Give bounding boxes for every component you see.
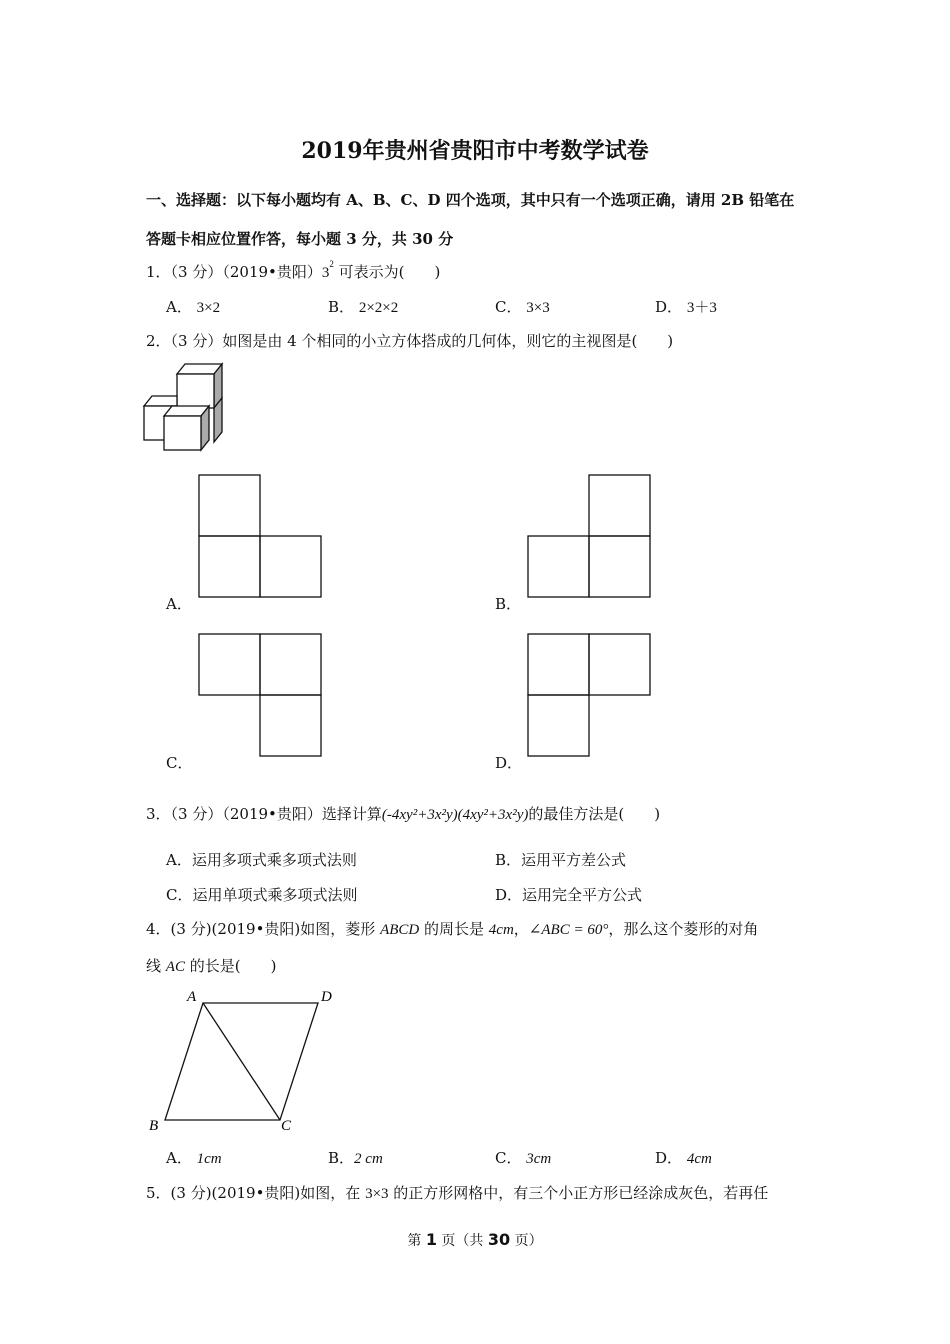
q1-option-d: D． 3＋3 xyxy=(655,298,717,316)
page-footer: 第 1 页（共 30 页） xyxy=(407,1230,543,1249)
q4-option-a: A． 1cm xyxy=(166,1149,222,1167)
q3-option-d: D．运用完全平方公式 xyxy=(495,886,643,904)
q4-option-b: B．2 cm xyxy=(328,1149,383,1167)
page-number: 1 xyxy=(425,1230,437,1249)
q3-option-c: C．运用单项式乘多项式法则 xyxy=(166,886,358,904)
question-1 xyxy=(146,261,440,282)
section-heading-line2: 答题卡相应位置作答，每小题 3 分，共 30 分 xyxy=(146,230,454,248)
q2-option-a-figure xyxy=(196,472,326,600)
cube-stack-figure xyxy=(140,360,230,456)
question-4-line2: 线 AC 的长是( ) xyxy=(146,957,277,975)
q4-option-c: C． 3cm xyxy=(495,1149,552,1167)
q2-option-c: C． xyxy=(166,754,193,772)
q2-option-d-figure xyxy=(525,631,655,759)
q1-option-a: A． 3×2 xyxy=(166,298,221,316)
q2-option-d: D． xyxy=(495,754,523,772)
question-1-prefix: 1．（3 分）（2019•贵阳） xyxy=(146,263,322,281)
page-total: 30 xyxy=(487,1230,511,1249)
question-3: 3．（3 分）（2019•贵阳）选择计算(-4xy²+3x²y)(4xy²+3x²y)的最佳方法是( ) xyxy=(146,805,661,823)
q2-option-b-figure xyxy=(525,472,655,600)
q1-option-c: C． 3×3 xyxy=(495,298,550,316)
question-1-suffix: 可表示为( ) xyxy=(333,263,441,281)
vertex-label-a: A xyxy=(187,989,197,1005)
vertex-label-d: D xyxy=(321,989,332,1005)
q3-option-a: A．运用多项式乘多项式法则 xyxy=(166,851,357,869)
section-heading-line1: 一、选择题：以下每小题均有 A、B、C、D 四个选项，其中只有一个选项正确，请用 2B 铅笔在 xyxy=(146,191,795,209)
vertex-label-b: B xyxy=(149,1118,159,1133)
question-1-base: 3 xyxy=(321,265,330,281)
q3-option-b: B．运用平方差公式 xyxy=(495,851,627,869)
q4-option-d: D． 4cm xyxy=(655,1149,712,1167)
q2-option-b: B． xyxy=(495,595,522,613)
q1-option-b: B． 2×2×2 xyxy=(328,298,399,316)
question-4-line1: 4．(3 分)(2019•贵阳)如图，菱形 ABCD 的周长是 4cm，∠ABC = 60°，那么这个菱形的对角 xyxy=(146,920,759,938)
rhombus-figure xyxy=(145,985,345,1133)
question-1-exponent: 2 xyxy=(329,259,334,269)
question-5: 5．(3 分)(2019•贵阳)如图，在 3×3 的正方形网格中，有三个小正方形已经涂成灰色，若再任 xyxy=(146,1184,769,1202)
vertex-label-c: C xyxy=(281,1118,292,1133)
q2-option-c-figure xyxy=(196,631,326,759)
q2-option-a: A． xyxy=(166,595,192,613)
question-2: 2．（3 分）如图是由 4 个相同的小立方体搭成的几何体，则它的主视图是( ) xyxy=(146,332,674,350)
page-title: 2019年贵州省贵阳市中考数学试卷 xyxy=(301,138,649,164)
question-3-expression: (-4xy²+3x²y)(4xy²+3x²y) xyxy=(381,807,529,823)
